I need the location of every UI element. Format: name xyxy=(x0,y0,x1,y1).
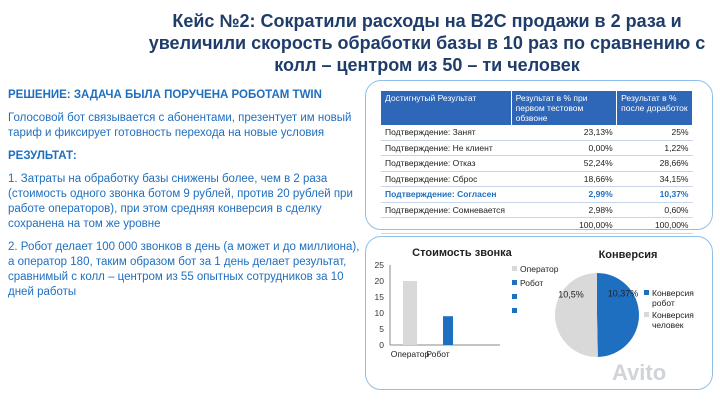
solution-intro: Голосовой бот связывается с абонентами, презентует им новый тариф и фиксирует готовность перехода на новые условия xyxy=(8,112,352,139)
table-cell: 1,22% xyxy=(617,140,693,156)
table-cell: 100,00% xyxy=(617,218,693,234)
pie-legend-label: Конверсия xyxy=(652,310,694,320)
table-cell: Подтверждение: Не клиент xyxy=(381,140,511,156)
table-cell: 25% xyxy=(617,125,693,140)
solution-heading: РЕШЕНИЕ: ЗАДАЧА БЫЛА ПОРУЧЕНА РОБОТАМ TWIN xyxy=(8,89,322,101)
table-cell: Подтверждение: Отказ xyxy=(381,156,511,172)
bar-legend-swatch xyxy=(512,266,517,271)
pie-legend-label-line2: человек xyxy=(652,320,684,330)
table-cell: 2,98% xyxy=(511,202,617,218)
bar-legend-label: Оператор xyxy=(520,264,559,274)
table-cell: Подтверждение: Сброс xyxy=(381,171,511,187)
table-cell: Подтверждение: Занят xyxy=(381,125,511,140)
bar-y-tick-label: 10 xyxy=(374,308,384,318)
pie-legend-swatch xyxy=(644,290,649,295)
result-point-1: 1. Затраты на обработку базы снижены более, чем в 2 раза (стоимость одного звонка ботом 9 рублей, против 20 рублей при работе операторов), при этом средняя конверсия в сделку сохранена на том же уровне xyxy=(8,173,353,230)
bar-legend-swatch-empty xyxy=(512,308,517,313)
bar-y-tick-label: 0 xyxy=(379,340,384,350)
table-cell: 34,15% xyxy=(617,171,693,187)
pie-chart-title: Конверсия xyxy=(598,249,658,261)
table-cell: 10,37% xyxy=(617,187,693,203)
bar-robot xyxy=(443,316,453,345)
table-header-cell: Результат в % при первом тестовом обзвоне xyxy=(511,91,617,125)
table-cell: 0,00% xyxy=(511,140,617,156)
pie-legend-label: Конверсия xyxy=(652,288,694,298)
table-cell: 2,99% xyxy=(511,187,617,203)
table-cell: 28,66% xyxy=(617,156,693,172)
bar-operator xyxy=(403,281,417,345)
table-cell: 23,13% xyxy=(511,125,617,140)
pie-slice-human xyxy=(555,273,598,357)
table-cell: Подтверждение: Согласен xyxy=(381,187,511,203)
pie-slice-robot xyxy=(597,273,639,357)
pie-data-label: 10,37% xyxy=(607,288,639,299)
pie-legend-swatch xyxy=(644,312,649,317)
page-title: Кейс №2: Сократили расходы на B2C продажи в 2 раза и увеличили скорость обработки базы в 10 раз по сравнению с колл – центром из 50 – ти человек xyxy=(148,11,706,75)
table-cell: 18,66% xyxy=(511,171,617,187)
pie-legend-label-line2: робот xyxy=(652,298,675,308)
result-heading: РЕЗУЛЬТАТ: xyxy=(8,150,77,162)
bar-y-tick-label: 20 xyxy=(374,276,384,286)
avito-watermark: Avito xyxy=(612,360,667,385)
bar-y-tick-label: 5 xyxy=(379,324,384,334)
table-header-cell: Результат в % после доработок xyxy=(617,91,693,125)
table-cell: 100,00% xyxy=(511,218,617,234)
bar-y-tick-label: 15 xyxy=(374,292,384,302)
table-cell: 52,24% xyxy=(511,156,617,172)
bar-y-tick-label: 25 xyxy=(374,260,384,270)
bar-legend-swatch xyxy=(512,280,517,285)
bar-legend-swatch-empty xyxy=(512,294,517,299)
table-cell: 0,60% xyxy=(617,202,693,218)
result-point-2: 2. Робот делает 100 000 звонков в день (а может и до миллиона), а оператор 180, таким образом бот за 1 день делает результат, сравнимый с колл – центром из 55 опытных сотрудников за 10 дней работы xyxy=(8,241,360,298)
table-header-cell: Достигнутый Результат xyxy=(381,91,511,125)
bar-chart-title: Стоимость звонка xyxy=(412,247,512,259)
table-cell: Подтверждение: Сомневается xyxy=(381,202,511,218)
bar-x-tick-label: Робот xyxy=(426,349,450,359)
bar-x-tick-label: Оператор xyxy=(390,349,430,359)
pie-data-label: 10,5% xyxy=(558,289,584,300)
bar-legend-label: Робот xyxy=(520,278,544,288)
